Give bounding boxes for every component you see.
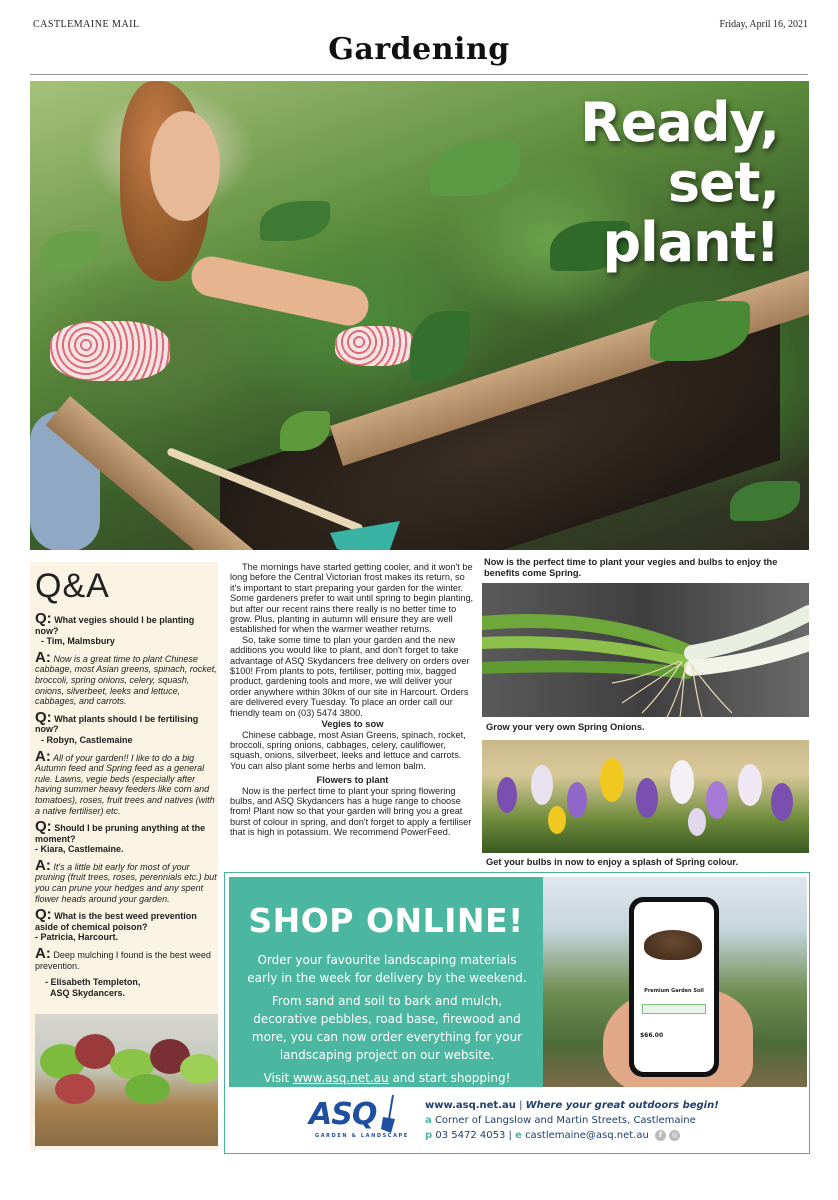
ad-contact-details: www.asq.net.au | Where your great outdoors begin! a Corner of Langslow and Martin Streets, Castlemaine p 03 5472 4053 | e castlemaine@asq.net.au f ◎ [425,1100,719,1141]
qa-signature-org: ASQ Skydancers. [50,987,126,998]
qa-panel [30,562,218,1150]
spring-onion-photo [482,583,809,717]
article-subheading: Vegies to sow [321,718,384,730]
ad-paragraph: Order your favourite landscaping materials early in the week for delivery by the weekend. [247,953,527,985]
hero-headline: Ready, set, plant! [580,91,779,274]
ad-slogan: Where your great outdoors begin! [525,1100,719,1111]
ad-visit-line: Visit www.asq.net.au and start shopping! [263,1071,511,1085]
qa-question: Q: What is the best weed prevention aside of chemical poison? [35,906,197,932]
crocus-photo [482,740,809,853]
ad-promo-panel [229,877,543,1087]
article-paragraph: Chinese cabbage, most Asian Greens, spinach, rocket, broccoli, spring onions, cabbages, celery, cauliflower, squash, onions, silverbeet, leeks and lettuce and carrots. You can also plant some herbs and lemon balm. [230,729,466,771]
qa-question: Q: What plants should I be fertilising now? [35,708,199,735]
qa-answer: A: Now is a great time to plant Chinese cabbage, most Asian greens, spinach, rocket, broccoli, spring onions, celery, squash, onions, silverbeet, leeks and lettuce, cabbages, and carrots. [35,648,217,707]
qa-title: Q&A [35,567,110,605]
caption-bulbs: Get your bulbs in now to enjoy a splash of Spring colour. [486,857,739,867]
qa-asker: - Kiara, Castlemaine. [35,844,124,855]
article-paragraph: So, take some time to plan your garden and the new additions you would like to plant, and don't forget to take advantage of ASQ Skydancers free delivery on orders over $100! From plants to pots, fertiliser, potting mix, bagged product, gardening tools and more, we will deliver your order anywhere within 30km of our site in Harcourt. Orders are delivered every Tuesday. To place an order call our friendly team on (03) 5474 3800. [230,634,470,718]
ad-phone-photo [543,877,807,1087]
article-paragraph: The mornings have started getting cooler, and it won't be long before the Central Victorian frost makes its return, so it's important to start preparing your garden for the winter. Some gardeners prefer to wait until spring to begin planting, but after our recent rains there really is no better time to grow. Plus, planting in autumn will ensure they are well established for when the warmer weather returns. [230,562,474,635]
lettuce-photo [35,1014,218,1146]
ad-paragraph: From sand and soil to bark and mulch, decorative pebbles, road base, firewood and more, you can now order everything for your landscaping project on our website. [251,994,523,1062]
ad-phone: 03 5472 4053 [435,1130,506,1141]
caption-intro: Now is the perfect time to plant your vegies and bulbs to enjoy the benefits come Spring. [484,557,778,578]
article-paragraph: Now is the perfect time to plant your spring flowering bulbs, and ASQ Skydancers has a huge range to choose from! Plant now so that your garden will bring you a great burst of colour in spring, and don't forget to apply a fertiliser that is high in potassium. We recommend PowerFeed. [230,785,472,838]
crocus-illustration [482,740,809,853]
qa-answer: A: Deep mulching I found is the best weed prevention. [35,945,211,971]
shovel-icon [379,1095,403,1135]
qa-question: Q: What vegies should I be planting now? [35,610,195,636]
issue-date: Friday, April 16, 2021 [719,19,808,30]
qa-asker: - Patricia, Harcourt. [35,932,119,943]
ad-copy [243,951,531,1092]
ad-website-link[interactable]: www.asq.net.au [292,1071,389,1085]
qa-question: Q: Should I be pruning anything at the moment? [35,818,206,844]
ad-email[interactable]: castlemaine@asq.net.au [525,1130,649,1141]
facebook-icon[interactable]: f [655,1130,666,1141]
article-subheading: Flowers to plant [316,774,389,786]
phone-product-price: $66.00 [640,1032,664,1039]
qa-asker: - Robyn, Castlemaine [41,734,133,745]
paper-name: CASTLEMAINE MAIL [33,19,140,30]
smartphone [629,897,719,1077]
ad-url[interactable]: www.asq.net.au [425,1100,516,1111]
asq-advertisement [224,872,810,1154]
qa-answer: A: It's a little bit early for most of your pruning (fruit trees, roses, perennials etc.) but you can prune your hedges and any spent flower heads around your garden. [35,856,217,904]
ad-headline: SHOP ONLINE! [248,901,524,940]
section-title: Gardening [328,32,510,67]
asq-logo: ASQ GARDEN & LANDSCAPE [309,1097,409,1139]
article-body [230,562,475,838]
soil-pile [644,930,702,960]
hero-photo [30,81,809,550]
qa-list [35,608,217,998]
qa-answer: A: All of your garden!! I like to do a big Autumn feed and Spring feed as a general rule. Lawns, vegie beds (especially after having summer heavy feeders like corn and tomatoes), roses, fruit trees and natives (with a native fertiliser) etc. [35,747,215,816]
qa-asker: - Tim, Malmsbury [41,636,115,647]
qa-signature: - Elisabeth Templeton, [45,977,141,988]
header-rule [30,74,808,75]
ad-address: Corner of Langslow and Martin Streets, Castlemaine [434,1115,696,1126]
spring-onion-illustration [482,583,809,717]
ad-footer [229,1091,807,1151]
phone-product-name: Premium Garden Soil [644,988,704,994]
instagram-icon[interactable]: ◎ [669,1130,680,1141]
caption-onions: Grow your very own Spring Onions. [486,722,645,732]
